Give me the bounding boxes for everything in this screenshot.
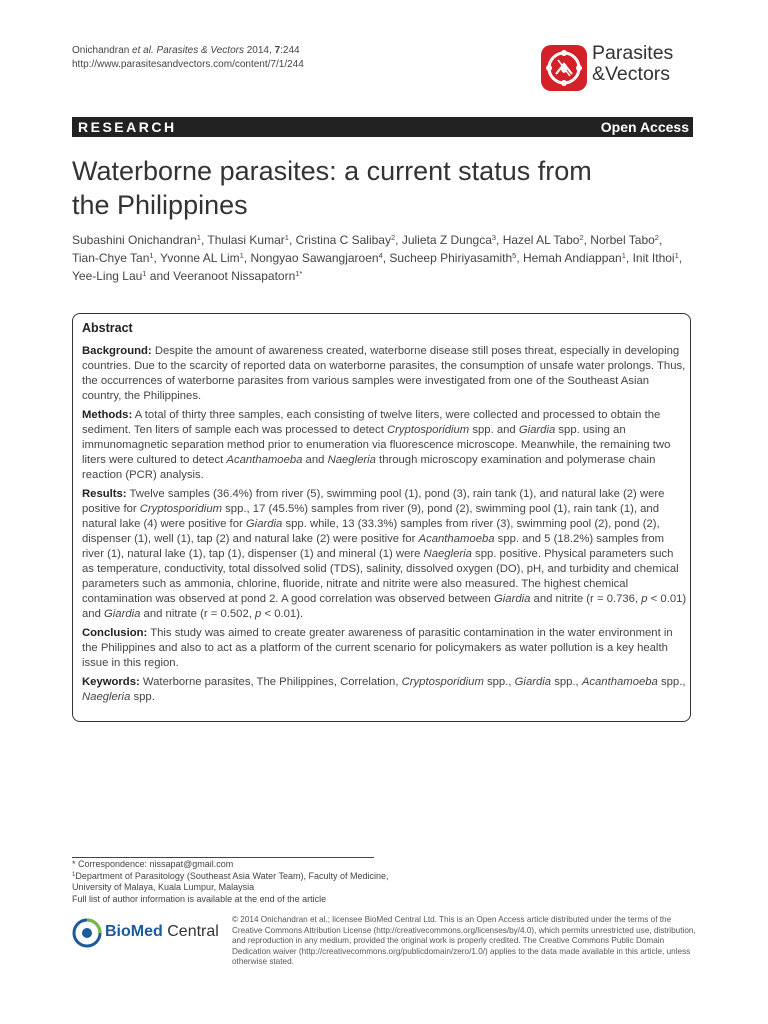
abstract-box <box>72 313 691 722</box>
author-12: Init Ithoi$^1$, <box>632 251 683 265</box>
author-6: Norbel Tabo$^2$, <box>590 233 663 247</box>
abstract-heading: Abstract <box>82 321 133 335</box>
open-access-label: Open Access <box>600 119 689 135</box>
abstract-keywords: Keywords: Waterborne parasites, The Philippines, Correlation, Cryptosporidium spp., Giardia spp., Acanthamoeba spp., Naegleria spp. <box>82 676 686 703</box>
footnotes <box>72 859 392 905</box>
section-label: RESEARCH <box>78 119 177 135</box>
biomed-central-logo-text: BioMed Central <box>105 923 219 940</box>
section-banner <box>72 117 693 137</box>
author-1: Subashini Onichandran$^1$, <box>72 233 208 247</box>
license-text: © 2014 Onichandran et al.; licensee BioMed Central Ltd. This is an Open Access article distributed under the terms of the Creative Commons Attribution License (http://creativecommons.org/licenses/by/4.0), which permits unrestricted use, distribution, and reproduction in any medium, provided the original work is properly credited. The Creative Commons Public Domain Dedication waiver (http://creativecommons.org/publicdomain/zero/1.0/) applies to the data made available in this article, unless otherwise stated. <box>232 915 696 966</box>
footnote-divider <box>72 857 374 858</box>
author-5: Hazel AL Tabo$^2$, <box>502 233 591 247</box>
citation-line: Onichandran et al. Parasites & Vectors 2014, 7:244 <box>72 45 300 56</box>
abstract-results: Results: Twelve samples (36.4%) from river (5), swimming pool (1), pond (3), rain tank (1), and natural lake (2) were positive for Cryptosporidium spp., 17 (45.5%) samples from river (9), pond (2), swimming pool (1), rain tank (1), and natural lake (4) were positive for Giardia spp. while, 13 (33.3%) samples from river (3), swimming pool (2), pond (2), dispenser (1), well (1), tap (2) and natural lake (2) were positive for Acanthamoeba spp. and 5 (18.2%) samples from river (1), natural lake (1), tap (1), dispenser (1) and mineral (1) were Naegleria spp. positive. Physical parameters such as temperature, conductivity, total dissolved solid (TDS), salinity, dissolved oxygen (DO), pH, and turbidity and chemical parameters such as ammonia, chlorine, fluoride, nitrate and nitrite were also measured. The highest chemical contamination was observed at pond 2. A good correlation was observed between Giardia and nitrite (r = 0.736, p < 0.01) and Giardia and nitrate (r = 0.502, p < 0.01). <box>82 488 687 620</box>
abstract-methods: Methods: A total of thirty three samples, each consisting of twelve liters, were collected and processed to obtain the sediment. Ten liters of sample each was processed to detect Cryptosporidium spp. and Giardia spp. using an immunomagnetic separation method prior to enumeration via fluorescence microscope. Meanwhile, the remaining two liters were cultured to detect Acanthamoeba and Naegleria through microscopy examination and polymerase chain reaction (PCR) analysis. <box>82 409 671 481</box>
affiliation-note: $^1$Department of Parasitology (Southeast Asia Water Team), Faculty of Medicine, University of Malaya, Kuala Lumpur, Malaysia <box>72 870 389 892</box>
author-13: Yee-Ling Lau$^1$ and <box>72 269 174 283</box>
author-4: Julieta Z Dungca$^3$, <box>401 233 503 247</box>
author-list <box>72 231 702 285</box>
author-14: Veeranoot Nissapatorn$^{1*}$ <box>173 269 303 283</box>
abstract-content <box>82 321 688 709</box>
citation-header <box>72 44 304 72</box>
author-11: Hemah Andiappan$^1$, <box>522 251 633 265</box>
author-9: Nongyao Sawangjaroen$^4$, <box>250 251 390 265</box>
author-8: Yvonne AL Lim$^1$, <box>160 251 251 265</box>
more-info-note: Full list of author information is available at the end of the article <box>72 893 327 904</box>
author-7: Tian-Chye Tan$^1$, <box>72 251 160 265</box>
author-2: Thulasi Kumar$^1$, <box>207 233 296 247</box>
journal-logo-icon <box>540 44 588 92</box>
abstract-background: Background: Despite the amount of awareness created, waterborne disease still poses threat, especially in developing countries. Due to the scarcity of reported data on waterborne parasites, the consumption of unsafe water prolongs. Thus, the occurrences of waterborne parasites from various samples were investigated from one of the Southeast Asian country, the Philippines. <box>82 345 686 402</box>
correspondence[interactable]: * Correspondence: nissapat@gmail.com <box>72 859 234 869</box>
article-title: Waterborne parasites: a current status from the Philippines <box>72 156 592 220</box>
abstract-conclusion: Conclusion: This study was aimed to create greater awareness of parasitic contamination in the water environment in the Philippines and also to act as a platform of the current scenario for policymakers as water pollution is a key health issue in this region. <box>82 627 673 669</box>
author-10: Sucheep Phiriyasamith$^5$, <box>389 251 523 265</box>
biomed-central-logo-icon <box>72 918 102 948</box>
citation-url[interactable]: http://www.parasitesandvectors.com/content/7/1/244 <box>72 59 304 70</box>
journal-logo-text: Parasites &Vectors <box>592 42 674 85</box>
author-3: Cristina C Salibay$^2$, <box>295 233 402 247</box>
